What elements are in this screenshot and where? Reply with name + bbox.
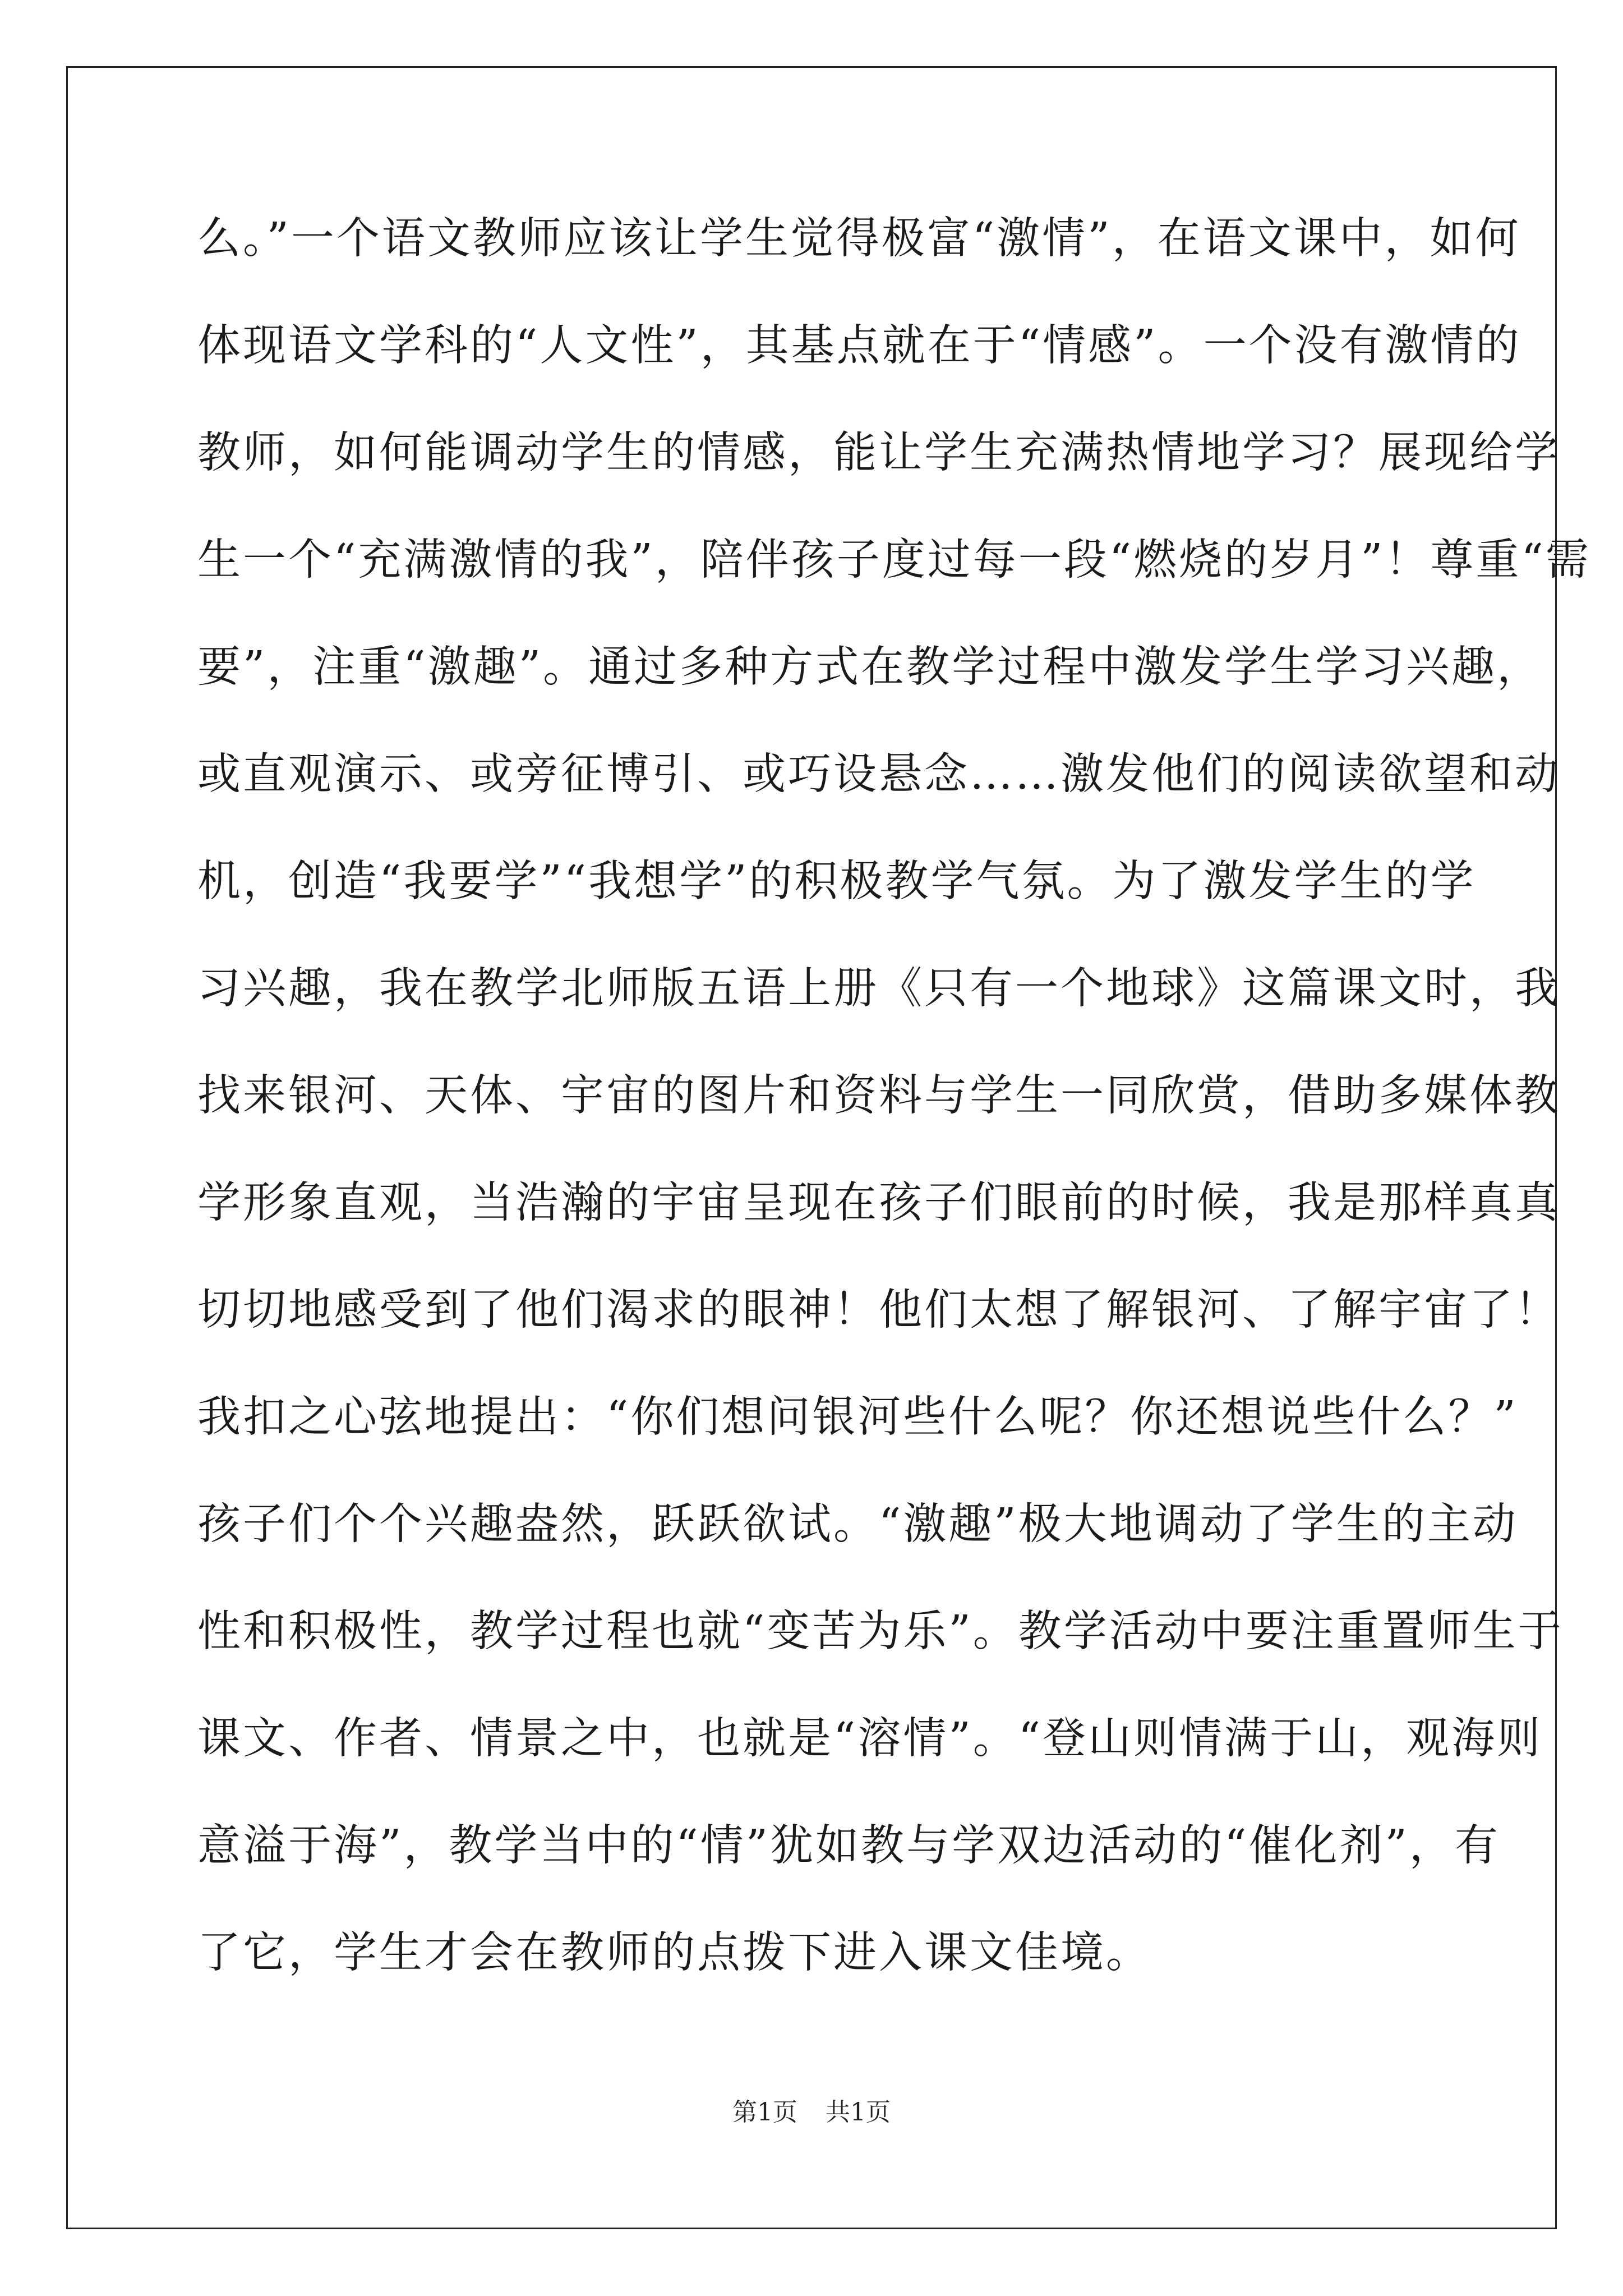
body-line: 我扣之心弦地提出：“你们想问银河些什么呢？你还想说些什么？” (197, 1392, 1518, 1442)
body-line: 教师，如何能调动学生的情感，能让学生充满热情地学习？展现给学 (197, 428, 1560, 478)
body-line: 机，创造“我要学”“我想学”的积极教学气氛。为了激发学生的学 (197, 857, 1476, 907)
body-line: 意溢于海”，教学当中的“情”犹如教与学双边活动的“催化剂”，有 (197, 1821, 1500, 1871)
body-line: 要”，注重“激趣”。通过多种方式在教学过程中激发学生学习兴趣， (197, 642, 1543, 692)
body-line: 切切地感受到了他们渴求的眼神！他们太想了解银河、了解宇宙了！ (197, 1285, 1560, 1335)
page-border (66, 66, 1557, 2229)
body-line: 么。”一个语文教师应该让学生觉得极富“激情”，在语文课中，如何 (197, 214, 1521, 264)
body-line: 找来银河、天体、宇宙的图片和资料与学生一同欣赏，借助多媒体教 (197, 1071, 1560, 1121)
body-line: 生一个“充满激情的我”，陪伴孩子度过每一段“燃烧的岁月”！尊重“需 (197, 535, 1591, 585)
page-number-total: 共1页 (826, 2098, 891, 2127)
body-line: 或直观演示、或旁征博引、或巧设悬念……激发他们的阅读欲望和动 (197, 749, 1560, 799)
body-line: 习兴趣，我在教学北师版五语上册《只有一个地球》这篇课文时，我 (197, 964, 1560, 1014)
body-line: 孩子们个个兴趣盎然，跃跃欲试。“激趣”极大地调动了学生的主动 (197, 1499, 1518, 1549)
body-line: 性和积极性，教学过程也就“变苦为乐”。教学活动中要注重置师生于 (197, 1607, 1564, 1657)
page-number-current: 第1页 (732, 2098, 797, 2127)
page-footer (0, 2096, 1623, 2129)
body-line: 课文、作者、情景之中，也就是“溶情”。“登山则情满于山，观海则 (197, 1714, 1543, 1764)
body-line: 体现语文学科的“人文性”，其基点就在于“情感”。一个没有激情的 (197, 321, 1521, 371)
body-line: 了它，学生才会在教师的点拨下进入课文佳境。 (197, 1928, 1151, 1978)
body-line: 学形象直观，当浩瀚的宇宙呈现在孩子们眼前的时候，我是那样真真 (197, 1178, 1560, 1228)
